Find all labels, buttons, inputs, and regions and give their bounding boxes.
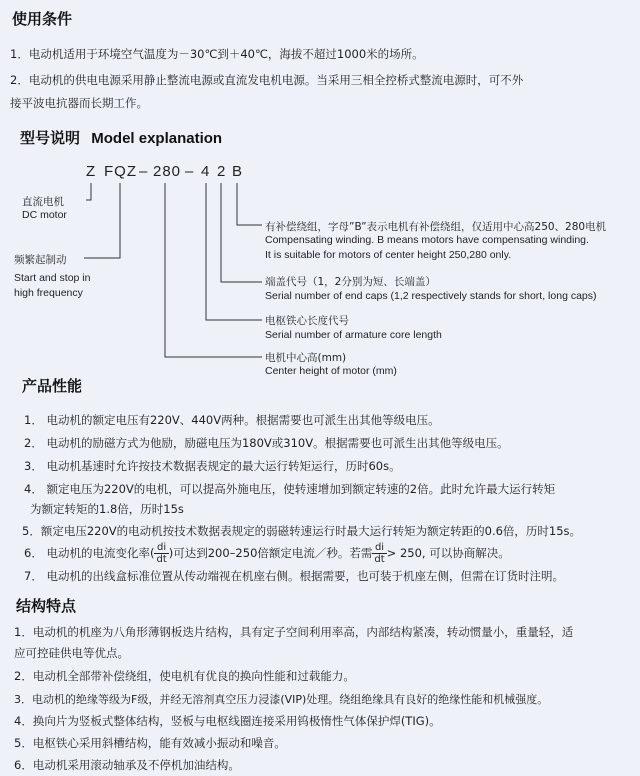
performance-item: 为额定转矩的1.8倍，历时15s xyxy=(30,502,184,516)
model-title-cn: 型号说明 xyxy=(20,129,81,147)
code-dash: – xyxy=(139,163,149,180)
label-b-en2: It is suitable for motors of center height 250,280 only. xyxy=(265,249,512,261)
frac-denominator: dt xyxy=(156,554,167,565)
code-fqz: FQZ xyxy=(104,163,137,180)
label-core-cn: 电枢铁心长度代号 xyxy=(265,315,349,327)
frac-denominator: dt xyxy=(374,554,385,565)
performance-item: 2． 电动机的励磁方式为他励，励磁电压为180V或310V。根据需要也可派生出其他等级电压。 xyxy=(24,436,509,450)
label-b-cn: 有补偿绕组，字母”B”表示电机有补偿绕组，仅适用中心高250、280电机 xyxy=(265,221,607,233)
performance-item: 4． 额定电压为220V的电机，可以提高外施电压，使转速增加到额定转速的2倍。此时允许最大运行转矩 xyxy=(24,482,556,496)
label-dc-motor-en: DC motor xyxy=(22,209,67,221)
frac-numerator: di xyxy=(154,542,168,554)
label-height-cn: 电机中心高(mm) xyxy=(265,352,347,364)
label-core-en: Serial number of armature core length xyxy=(265,329,442,341)
code-cap: 2 xyxy=(217,163,227,180)
condition-item: 2．电动机的供电电源采用静止整流电源或直流发电机电源。当采用三相全控桥式整流电源时，可不外 xyxy=(10,73,524,87)
frac-numerator: di xyxy=(372,542,386,554)
label-freq-en1: Start and stop in xyxy=(14,272,91,284)
label-cap-cn: 端盖代号（1，2分别为短、长端盖） xyxy=(265,276,436,288)
item6-part-a: 6． 电动机的电流变化率( xyxy=(24,546,155,560)
fraction-di-dt xyxy=(154,542,168,565)
performance-item: 7． 电动机的出线盒标准位置从传动端视在机座右侧。根据需要，也可装于机座左侧，但需在订货时注明。 xyxy=(24,569,564,583)
label-cap-en: Serial number of end caps (1,2 respectively stands for short, long caps) xyxy=(265,290,597,302)
performance-item: 5．额定电压220V的电动机按技术数据表规定的弱磁转速运行时最大运行转矩为额定转距的0.6倍，历时15s。 xyxy=(22,524,582,538)
model-title-en: Model explanation xyxy=(91,130,223,147)
section-title-structure: 结构特点 xyxy=(16,597,77,615)
code-280: 280 xyxy=(153,163,182,180)
structure-item: 3．电动机的绝缘等级为F级，并经无溶剂真空压力浸漆(VIP)处理。绕组绝缘具有良好的绝缘性能和机械强度。 xyxy=(14,693,549,706)
performance-item-6 xyxy=(24,540,510,566)
label-freq-cn: 频繁起制动 xyxy=(14,254,67,266)
fraction-di-dt xyxy=(372,542,386,565)
label-b-en1: Compensating winding. B means motors have compensating winding. xyxy=(265,234,589,246)
code-dash: – xyxy=(185,163,195,180)
structure-item: 5．电枢铁心采用斜槽结构，能有效减小振动和噪音。 xyxy=(14,736,286,750)
performance-item: 1． 电动机的额定电压有220V、440V两种。根据需要也可派生出其他等级电压。 xyxy=(24,413,440,427)
code-z: Z xyxy=(86,163,97,180)
item6-part-b: )可达到200–250倍额定电流／秒。若需 xyxy=(168,546,373,560)
section-title-conditions: 使用条件 xyxy=(12,10,73,28)
item6-part-c: > 250, 可以协商解决。 xyxy=(386,546,510,560)
structure-item: 6．电动机采用滚动轴承及不停机加油结构。 xyxy=(14,758,240,772)
structure-item: 2．电动机全部带补偿绕组，使电机有优良的换向性能和过载能力。 xyxy=(14,669,355,683)
structure-item: 1．电动机的机座为八角形薄钢板迭片结构，具有定子空间利用率高，内部结构紧凑，转动惯量小，重量轻，适 xyxy=(14,625,574,639)
structure-item: 应可控硅供电等优点。 xyxy=(14,646,129,660)
label-dc-motor-cn: 直流电机 xyxy=(22,196,64,208)
condition-item: 接平波电抗器而长期工作。 xyxy=(10,96,148,110)
section-title-performance: 产品性能 xyxy=(22,377,83,395)
code-core: 4 xyxy=(201,163,211,180)
label-freq-en2: high frequency xyxy=(14,287,83,299)
code-b: B xyxy=(232,163,244,180)
structure-item: 4．换向片为竖板式整体结构，竖板与电枢线圈连接采用钨极惰性气体保护焊(TIG)。 xyxy=(14,714,441,728)
condition-item: 1．电动机适用于环境空气温度为－30℃到＋40℃，海拔不超过1000米的场所。 xyxy=(10,47,424,61)
label-height-en: Center height of motor (mm) xyxy=(265,365,397,377)
performance-item: 3． 电动机基速时允许按技术数据表规定的最大运行转矩运行，历时60s。 xyxy=(24,459,401,473)
